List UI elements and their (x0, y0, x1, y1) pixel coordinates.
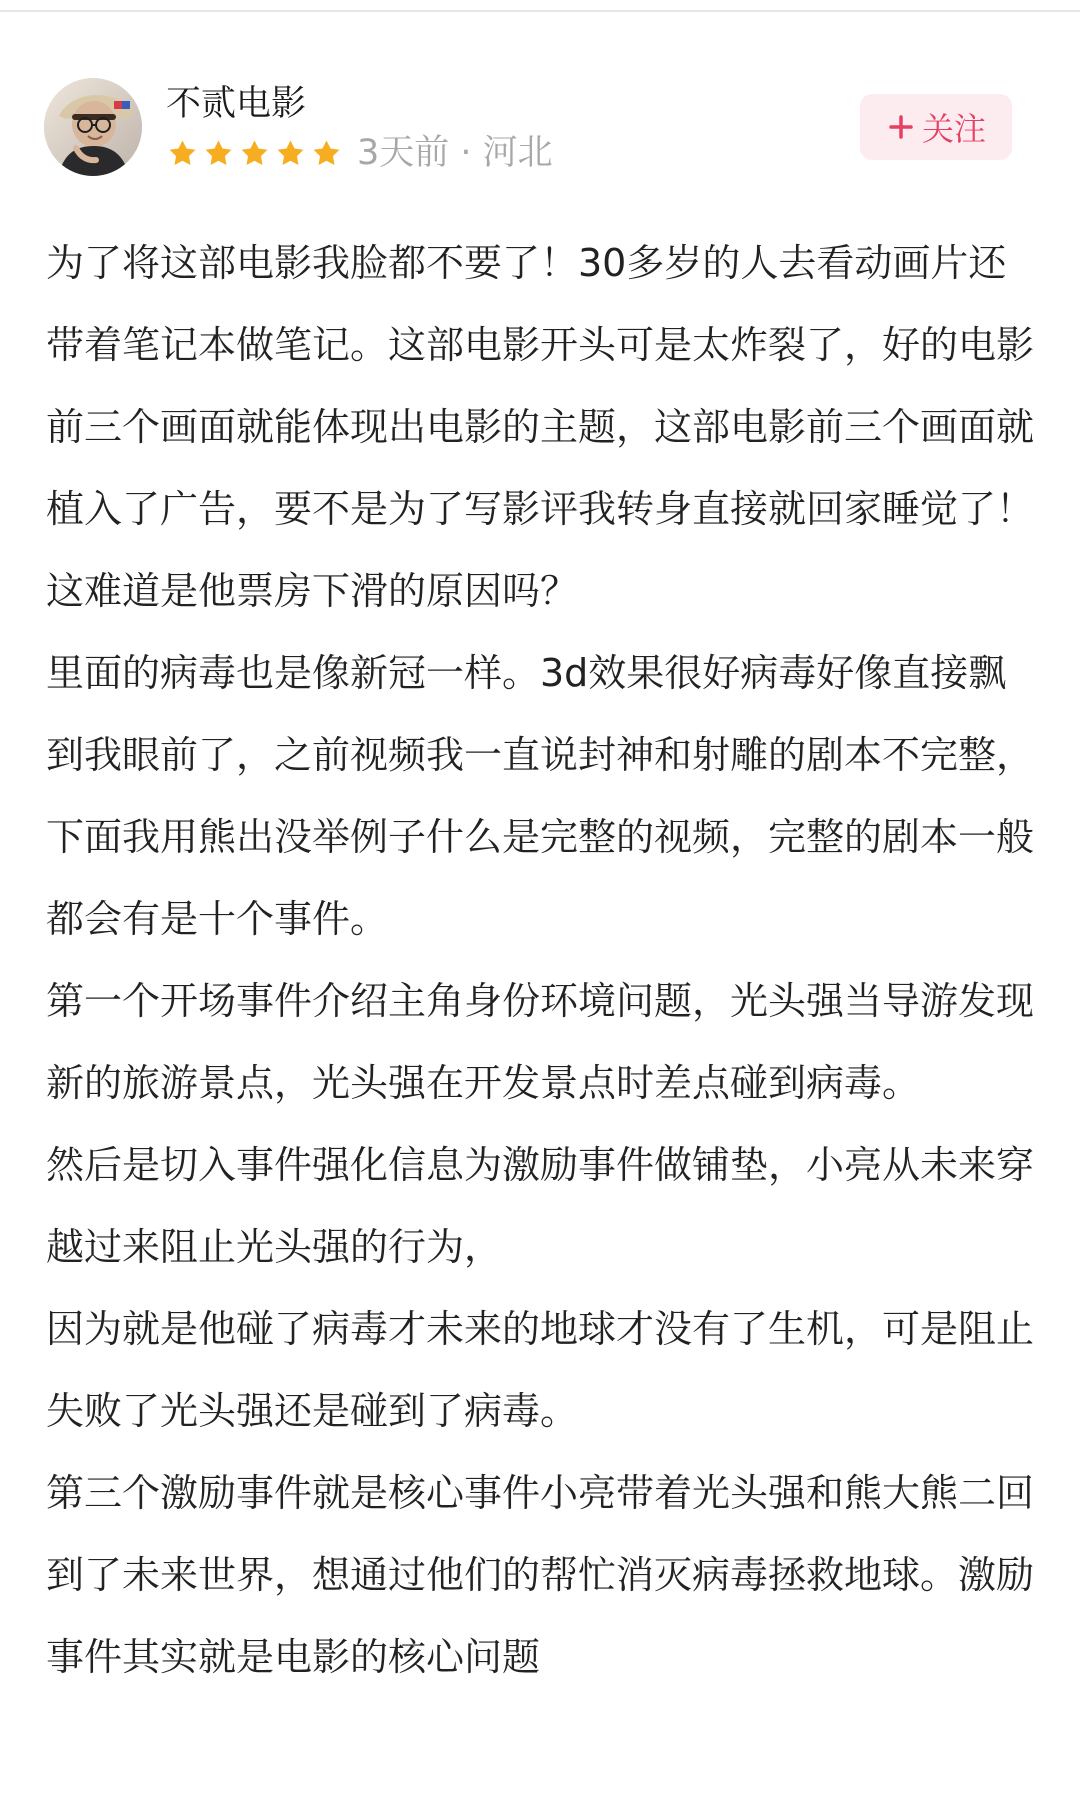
review-paragraph: 因为就是他碰了病毒才未来的地球才没有了生机，可是阻止失败了光头强还是碰到了病毒。 (46, 1307, 1035, 1433)
star-icon (238, 137, 271, 170)
rating-stars (166, 137, 343, 170)
user-avatar[interactable] (44, 78, 142, 176)
star-icon (310, 137, 343, 170)
review-paragraph: 里面的病毒也是像新冠一样。3d效果很好病毒好像直接飘到我眼前了，之前视频我一直说封神和射雕的剧本不完整，下面我用熊出没举例子什么是完整的视频，完整的剧本一般都会有是十个事件。 (46, 651, 1035, 941)
star-icon (166, 137, 199, 170)
review-paragraph: 然后是切入事件强化信息为激励事件做铺垫，小亮从未来穿越过来阻止光头强的行为， (46, 1143, 1035, 1269)
plus-icon (886, 112, 916, 142)
follow-button-label: 关注 (921, 110, 986, 148)
review-meta-text: 3天前 · 河北 (357, 133, 553, 173)
review-content (46, 222, 1036, 1698)
review-meta (166, 130, 553, 176)
star-icon (202, 137, 235, 170)
username[interactable]: 不贰电影 (166, 84, 307, 124)
review-paragraph: 第一个开场事件介绍主角身份环境问题，光头强当导游发现新的旅游景点，光头强在开发景点时差点碰到病毒。 (46, 979, 1035, 1105)
review-header (0, 0, 1080, 200)
star-icon (274, 137, 307, 170)
follow-button[interactable] (860, 94, 1012, 160)
review-paragraph: 第三个激励事件就是核心事件小亮带着光头强和熊大熊二回到了未来世界，想通过他们的帮忙消灭病毒拯救地球。激励事件其实就是电影的核心问题 (46, 1471, 1035, 1679)
review-paragraph: 为了将这部电影我脸都不要了！30多岁的人去看动画片还带着笔记本做笔记。这部电影开头可是太炸裂了，好的电影前三个画面就能体现出电影的主题，这部电影前三个画面就植入了广告，要不是为了写影评我转身直接就回家睡觉了！这难道是他票房下滑的原因吗？ (46, 241, 1035, 613)
